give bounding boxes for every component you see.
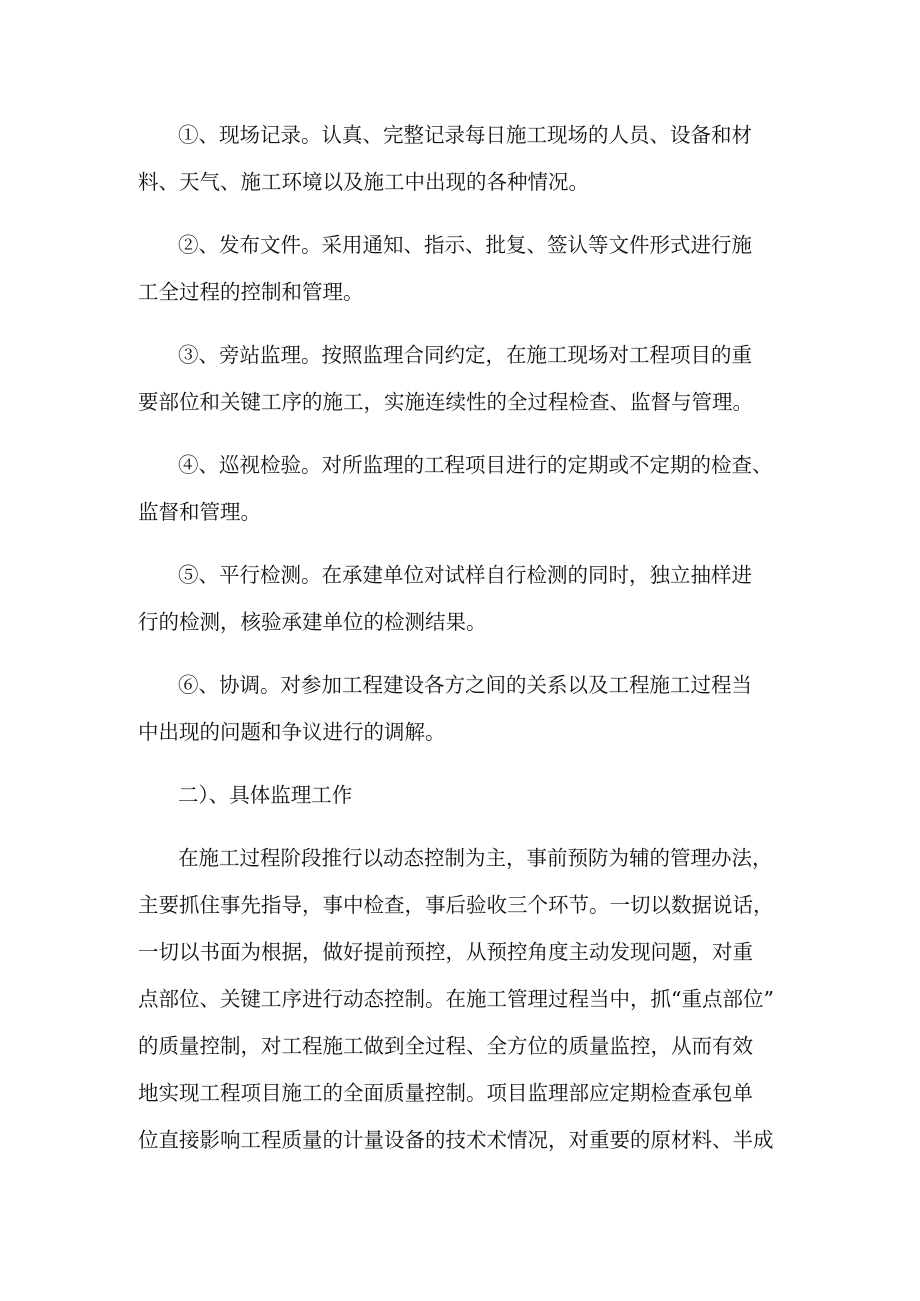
item-1-line-1: ①、现场记录。认真、完整记录每日施工现场的人员、设备和材 xyxy=(178,123,752,147)
body-line-2: 主要抓住事先指导，事中检查，事后验收三个环节。一切以数据说话， xyxy=(138,893,774,917)
item-5-line-1: ⑤、平行检测。在承建单位对试样自行检测的同时，独立抽样进 xyxy=(178,563,752,587)
body-line-3: 一切以书面为根据，做好提前预控，从预控角度主动发现问题，对重 xyxy=(138,940,753,964)
item-2-line-1: ②、发布文件。采用通知、指示、批复、签认等文件形式进行施 xyxy=(178,233,752,257)
item-4-line-1: ④、巡视检验。对所监理的工程项目进行的定期或不定期的检查、 xyxy=(178,453,773,477)
item-3-line-2: 要部位和关键工序的施工，实施连续性的全过程检查、监督与管理。 xyxy=(138,390,753,414)
item-5-line-2: 行的检测，核验承建单位的检测结果。 xyxy=(138,610,487,634)
item-4-line-2: 监督和管理。 xyxy=(138,500,261,524)
item-6-line-1: ⑥、协调。对参加工程建设各方之间的关系以及工程施工过程当 xyxy=(178,673,752,697)
item-6-line-2: 中出现的问题和争议进行的调解。 xyxy=(138,720,446,744)
section-heading: 二）、具体监理工作 xyxy=(178,783,353,807)
item-1-line-2: 料、天气、施工环境以及施工中出现的各种情况。 xyxy=(138,170,589,194)
body-line-1: 在施工过程阶段推行以动态控制为主，事前预防为辅的管理办法， xyxy=(178,846,773,870)
body-line-5: 的质量控制，对工程施工做到全过程、全方位的质量监控，从而有效 xyxy=(138,1034,753,1058)
body-line-7: 位直接影响工程质量的计量设备的技术术情况，对重要的原材料、半成 xyxy=(138,1128,774,1152)
body-line-6: 地实现工程项目施工的全面质量控制。项目监理部应定期检查承包单 xyxy=(138,1081,753,1105)
item-2-line-2: 工全过程的控制和管理。 xyxy=(138,280,364,304)
item-3-line-1: ③、旁站监理。按照监理合同约定，在施工现场对工程项目的重 xyxy=(178,343,752,367)
body-line-4: 点部位、关键工序进行动态控制。在施工管理过程当中，抓“重点部位” xyxy=(138,987,774,1011)
